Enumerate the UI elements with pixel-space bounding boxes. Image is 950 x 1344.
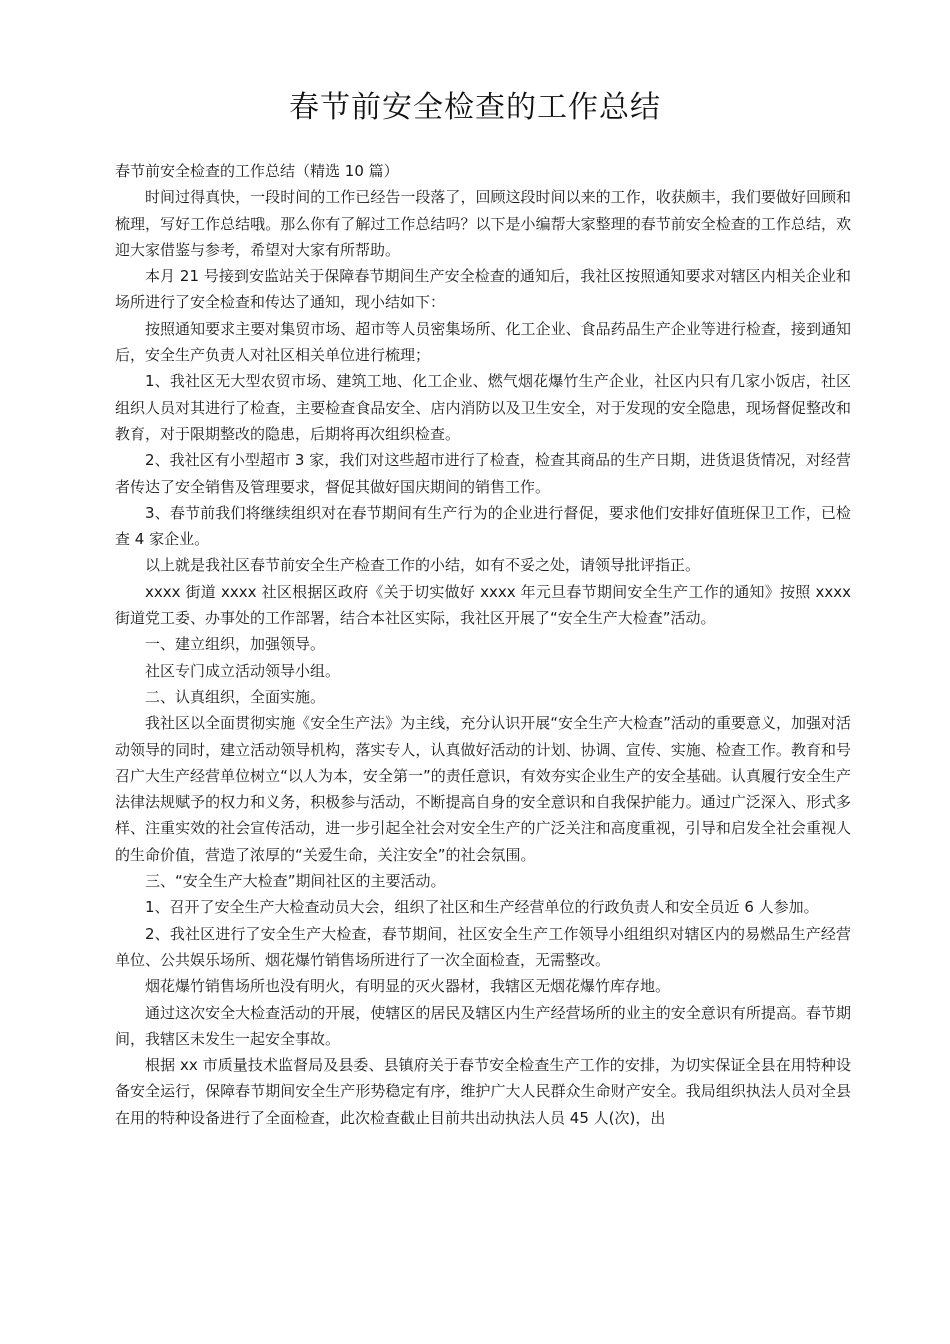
- body-paragraph: 一、建立组织，加强领导。: [145, 635, 326, 654]
- body-paragraph: 通过这次安全大检查活动的开展，使辖区的居民及辖区内生产经营场所的业主的安全意识有所提高。春节期间，我辖区未发生一起安全事故。: [115, 1003, 851, 1048]
- document-subtitle: 春节前安全检查的工作总结（精选 10 篇）: [115, 162, 399, 180]
- body-paragraph: 按照通知要求主要对集贸市场、超市等人员密集场所、化工企业、食品药品生产企业等进行检查，接到通知后，安全生产负责人对社区相关单位进行梳理；: [115, 319, 851, 365]
- body-paragraph: 社区专门成立活动领导小组。: [145, 661, 341, 680]
- body-paragraph: 本月 21 号接到安监站关于保障春节期间生产安全检查的通知后，我社区按照通知要求对辖区内相关企业和场所进行了安全检查和传达了通知，现小结如下：: [115, 267, 851, 312]
- document-body: [115, 158, 851, 1131]
- body-paragraph: 我社区以全面贯彻实施《安全生产法》为主线，充分认识开展“安全生产大检查”活动的重要意义，加强对活动领导的同时，建立活动领导机构，落实专人，认真做好活动的计划、协调、宣传、实施、检查工作。教育和号召广大生产经营单位树立“以人为本，安全第一”的责任意识，有效夯实企业生产的安全基础。认真履行安全生产法律法规赋予的权力和义务，积极参与活动，不断提高自身的安全意识和自我保护能力。通过广泛深入、形式多样、注重实效的社会宣传活动，进一步引起全社会对安全生产的广泛关注和高度重视，引导和启发全社会重视人的生命价值，营造了浓厚的“关爱生命，关注安全”的社会氛围。: [115, 714, 852, 864]
- body-paragraph: 二、认真组织，全面实施。: [145, 687, 326, 706]
- body-paragraph: xxxx 街道 xxxx 社区根据区政府《关于切实做好 xxxx 年元旦春节期间安全生产工作的通知》按照 xxxx 街道党工委、办事处的工作部署，结合本社区实际，我社区开展了“安全生产大检查”活动。: [115, 582, 851, 628]
- body-paragraph: 根据 xx 市质量技术监督局及县委、县镇府关于春节安全检查生产工作的安排，为切实保证全县在用特种设备安全运行，保障春节期间安全生产形势稳定有序，维护广大人民群众生命财产安全。我局组织执法人员对全县在用的特种设备进行了全面检查，此次检查截止目前共出动执法人员 45 人(次)，出: [115, 1056, 851, 1127]
- body-paragraph: 1、我社区无大型农贸市场、建筑工地、化工企业、燃气烟花爆竹生产企业，社区内只有几家小饭店，社区组织人员对其进行了检查，主要检查食品安全、店内消防以及卫生安全，对于发现的安全隐患，现场督促整改和教育，对于限期整改的隐患，后期将再次组织检查。: [115, 372, 851, 443]
- body-paragraph: 时间过得真快，一段时间的工作已经告一段落了，回顾这段时间以来的工作，收获颇丰，我们要做好回顾和梳理，写好工作总结哦。那么你有了解过工作总结吗？以下是小编帮大家整理的春节前安全检查的工作总结，欢迎大家借鉴与参考，希望对大家有所帮助。: [115, 188, 851, 259]
- body-paragraph: 2、我社区有小型超市 3 家，我们对这些超市进行了检查，检查其商品的生产日期，进货退货情况，对经营者传达了安全销售及管理要求，督促其做好国庆期间的销售工作。: [115, 451, 851, 496]
- body-paragraph: 三、“安全生产大检查”期间社区的主要活动。: [145, 872, 446, 891]
- body-paragraph: 烟花爆竹销售场所也没有明火，有明显的灭火器材，我辖区无烟花爆竹库存地。: [145, 977, 671, 996]
- document-title: 春节前安全检查的工作总结: [289, 90, 661, 125]
- body-paragraph: 3、春节前我们将继续组织对在春节期间有生产行为的企业进行督促，要求他们安排好值班保卫工作，已检查 4 家企业。: [115, 503, 851, 549]
- body-paragraph: 2、我社区进行了安全生产大检查，春节期间，社区安全生产工作领导小组组织对辖区内的易燃品生产经营单位、公共娱乐场所、烟花爆竹销售场所进行了一次全面检查，无需整改。: [115, 924, 851, 969]
- body-paragraph: 以上就是我社区春节前安全生产检查工作的小结，如有不妥之处，请领导批评指正。: [145, 556, 701, 575]
- body-paragraph: 1、召开了安全生产大检查动员大会，组织了社区和生产经营单位的行政负责人和安全员近 6 人参加。: [145, 898, 819, 917]
